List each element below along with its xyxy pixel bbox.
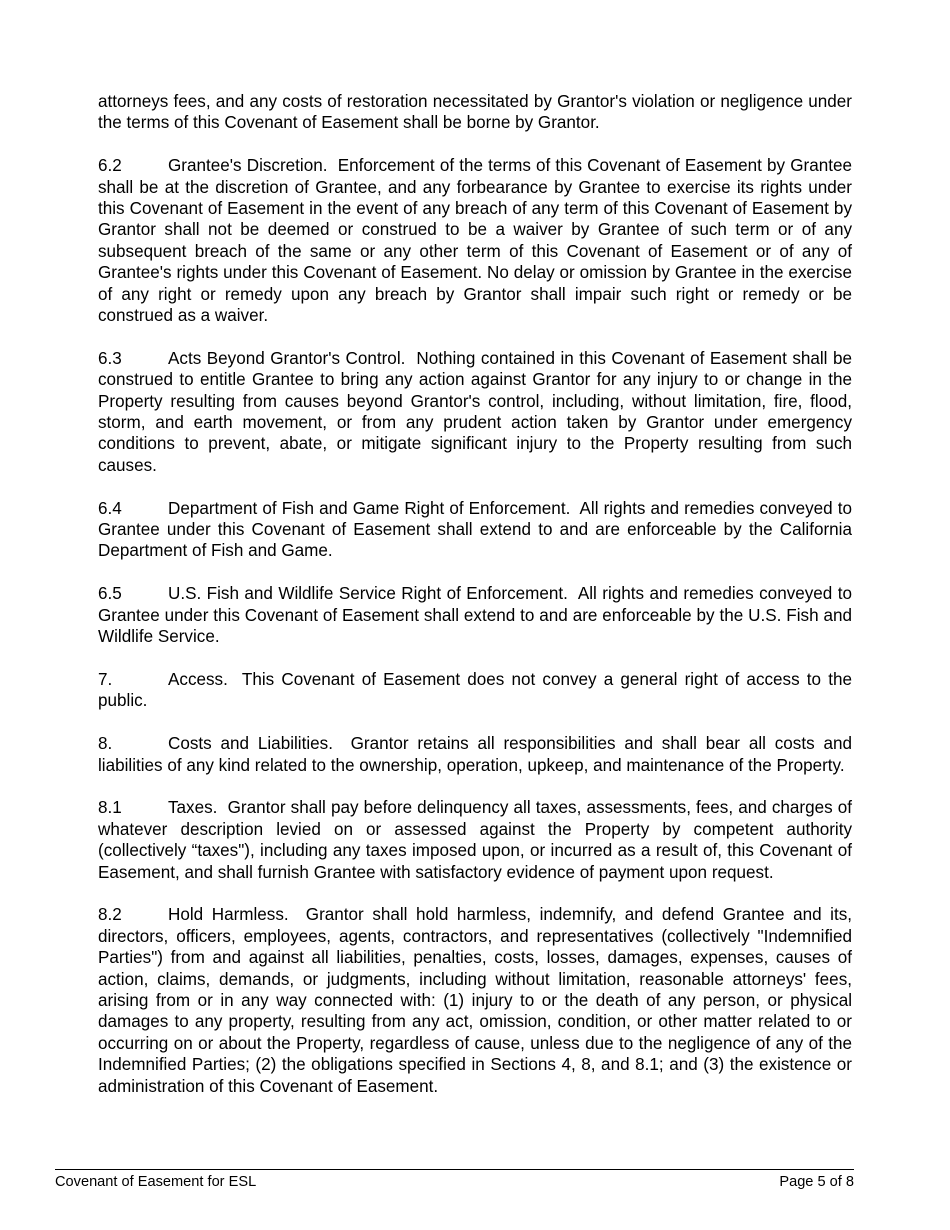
section-heading: Hold Harmless.	[168, 905, 289, 925]
document-body	[98, 91, 852, 1118]
footer-document-title: Covenant of Easement for ESL	[55, 1174, 257, 1190]
section-heading: Costs and Liabilities.	[168, 734, 333, 754]
section-heading: Department of Fish and Game Right of Enforcement.	[168, 498, 571, 518]
section-body: Nothing contained in this Covenant of Easement shall be construed to entitle Grantee to bring any action against Grantor for any injury to or change in the Property resulting from causes beyond Grantor's control, including, without limitation, fire, flood, storm, and earth movement, or from any prudent action taken by Grantor under emergency conditions to prevent, abate, or mitigate significant injury to the Property resulting from such causes.	[98, 348, 853, 475]
section-7	[98, 669, 852, 712]
section-number: 6.2	[98, 156, 122, 176]
section-body: Grantor retains all responsibilities and shall bear all costs and liabilities of any kind related to the ownership, operation, upkeep, and maintenance of the Property.	[98, 734, 853, 775]
section-6-5	[98, 583, 852, 647]
section-heading: Grantee's Discretion.	[168, 156, 328, 176]
continuation-paragraph: attorneys fees, and any costs of restoration necessitated by Grantor's violation or negligence under the terms of this Covenant of Easement shall be borne by Grantor.	[98, 92, 852, 133]
section-6-3	[98, 348, 852, 476]
section-body: This Covenant of Easement does not convey a general right of access to the public.	[98, 669, 852, 711]
section-number: 6.4	[98, 498, 122, 518]
footer-page-number: Page 5 of 8	[779, 1174, 854, 1190]
section-8-1	[98, 797, 852, 883]
section-8-2	[98, 904, 852, 1097]
section-number: 8.1	[98, 798, 122, 818]
section-number: 6.3	[98, 348, 122, 368]
section-number: 6.5	[98, 584, 122, 604]
section-body: Grantor shall pay before delinquency all taxes, assessments, fees, and charges of whatever description levied on or assessed against the Property by competent authority (collectively “taxes"), including any taxes imposed upon, or incurred as a result of, this Covenant of Easement, and shall furnish Grantee with satisfactory evidence of payment upon request.	[98, 798, 853, 882]
section-number: 8.	[98, 734, 113, 754]
section-number: 7.	[98, 669, 113, 689]
section-heading: Acts Beyond Grantor's Control.	[168, 348, 406, 368]
section-heading: Access.	[168, 669, 228, 689]
section-number: 8.2	[98, 905, 122, 925]
section-6-4	[98, 498, 852, 562]
section-body: Grantor shall hold harmless, indemnify, and defend Grantee and its, directors, officers, employees, agents, contractors, and representatives (collectively "Indemnified Parties") from and against all liabilities, penalties, costs, losses, damages, expenses, causes of action, claims, demands, or judgments, including without limitation, reasonable attorneys' fees, arising from or in any way connected with: (1) injury to or the death of any person, or physical damages to any property, resulting from any act, omission, condition, or other matter related to or occurring on or about the Property, regardless of cause, unless due to the negligence of any of the Indemnified Parties; (2) the obligations specified in Sections 4, 8, and 8.1; and (3) the existence or administration of this Covenant of Easement.	[98, 905, 852, 1096]
section-heading: U.S. Fish and Wildlife Service Right of Enforcement.	[168, 584, 568, 604]
section-6-2	[98, 155, 852, 326]
section-heading: Taxes.	[168, 798, 218, 818]
section-body: All rights and remedies conveyed to Grantee under this Covenant of Easement shall extend to and are enforceable by the U.S. Fish and Wildlife Service.	[98, 584, 852, 647]
section-body: All rights and remedies conveyed to Grantee under this Covenant of Easement shall extend to and are enforceable by the California Department of Fish and Game.	[98, 498, 852, 561]
section-body: Enforcement of the terms of this Covenant of Easement by Grantee shall be at the discretion of Grantee, and any forbearance by Grantee to exercise its rights under this Covenant of Easement in the event of any breach of any term of this Covenant of Easement by Grantor shall not be deemed or construed to be a waiver by Grantee of such term or of any subsequent breach of the same or any other term of this Covenant of Easement or of any of Grantee's rights under this Covenant of Easement. No delay or omission by Grantee in the exercise of any right or remedy upon any breach by Grantor shall impair such right or remedy or be construed as a waiver.	[98, 156, 852, 326]
page-footer	[55, 1169, 854, 1191]
section-8	[98, 733, 852, 776]
